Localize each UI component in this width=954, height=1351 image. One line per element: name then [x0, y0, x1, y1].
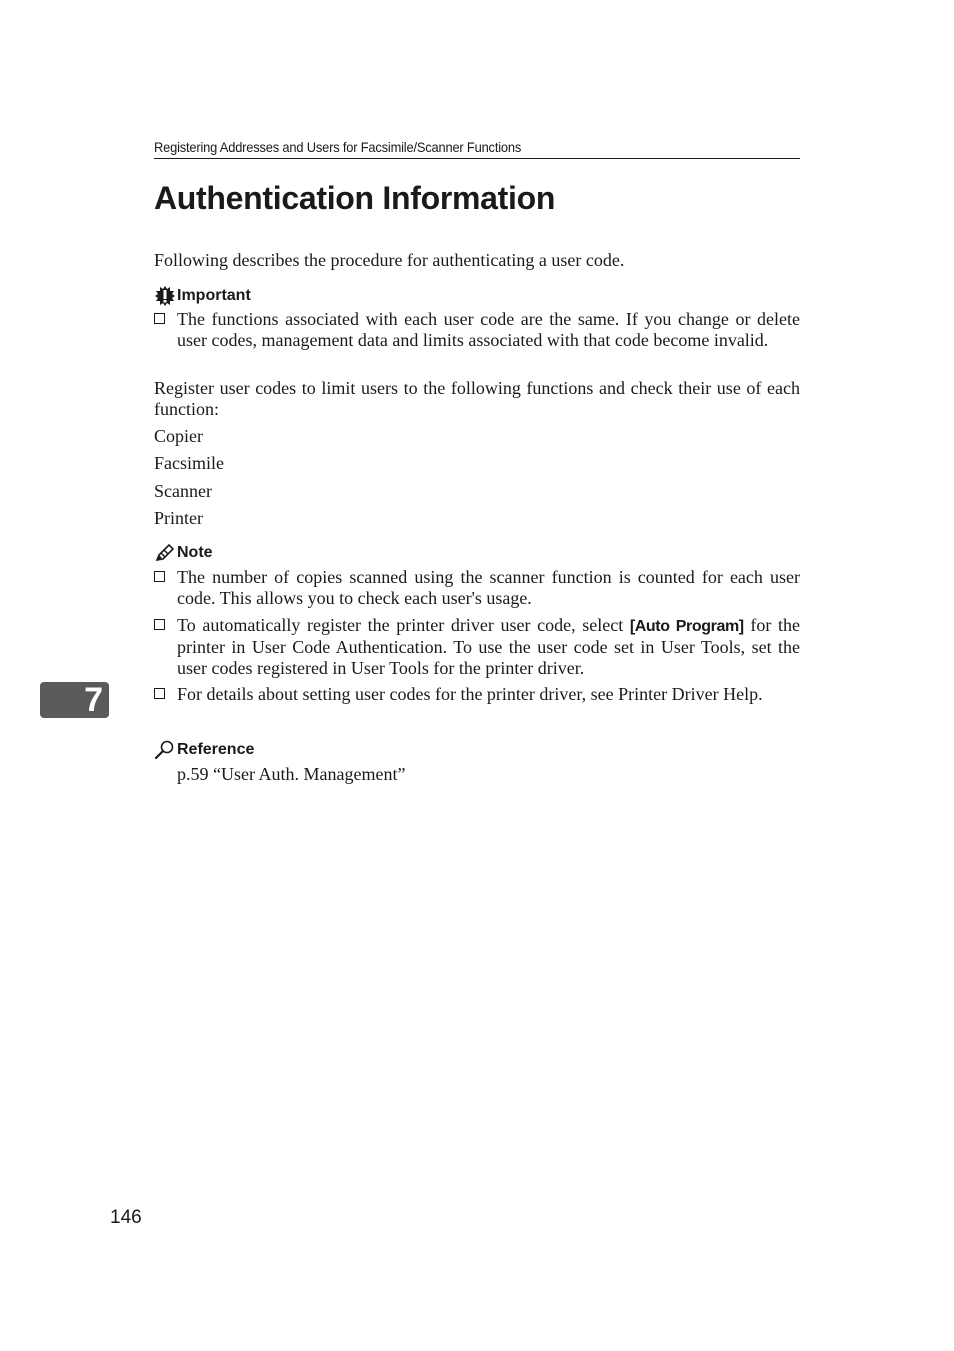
note-heading: [154, 542, 213, 564]
function-item-printer: Printer: [154, 508, 203, 528]
page-title: Authentication Information: [154, 180, 556, 216]
important-icon: [154, 285, 176, 307]
pencil-icon: [154, 542, 176, 564]
important-item: The functions associated with each user code are the same. If you change or delete user codes, management data and limits associated with that code become invalid.: [154, 309, 800, 351]
note-label: Note: [177, 544, 213, 561]
function-item-facsimile: Facsimile: [154, 453, 224, 473]
checkbox-icon: [154, 571, 165, 582]
checkbox-icon: [154, 619, 165, 630]
functions-intro: Register user codes to limit users to the following functions and check their use of each function:: [154, 378, 800, 419]
important-label: Important: [177, 287, 251, 304]
reference-label: Reference: [177, 741, 255, 758]
intro-paragraph: Following describes the procedure for authenticating a user code.: [154, 250, 625, 270]
auto-program-key: [Auto Program]: [629, 618, 744, 635]
checkbox-icon: [154, 688, 165, 699]
note-item: For details about setting user codes for the printer driver, see Printer Driver Help.: [154, 684, 800, 705]
checkbox-icon: [154, 313, 165, 324]
function-item-copier: Copier: [154, 426, 203, 446]
note-item: The number of copies scanned using the scanner function is counted for each user code. This allows you to check each user's usage.: [154, 567, 800, 609]
note-item: To automatically register the printer driver user code, select [Auto Program] for the printer in User Code Authentication. To use the user code set in User Tools, set the user codes registered in User Tools for the printer driver.: [154, 615, 800, 679]
header-rule: [154, 158, 800, 159]
important-heading: [154, 285, 251, 307]
function-item-scanner: Scanner: [154, 481, 212, 501]
reference-link[interactable]: p.59 “User Auth. Management”: [177, 764, 406, 784]
running-header: Registering Addresses and Users for Facsimile/Scanner Functions: [154, 139, 522, 155]
reference-heading: [154, 739, 254, 761]
chapter-tab: 7: [40, 682, 109, 718]
magnifier-icon: [154, 739, 176, 761]
page-number: 146: [110, 1207, 142, 1228]
